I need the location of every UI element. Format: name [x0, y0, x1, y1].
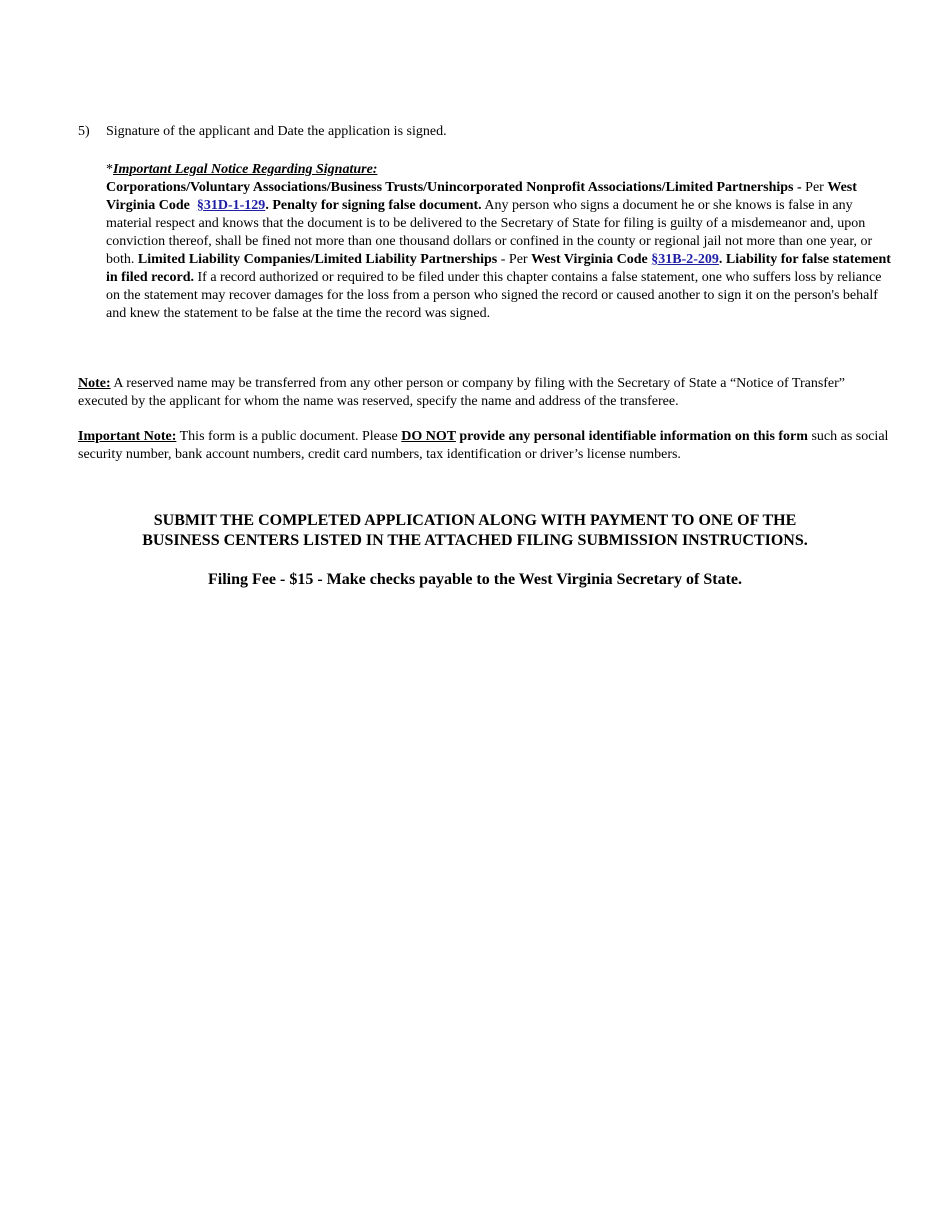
item-number: 5): [78, 124, 90, 139]
code-link-31d-1-129[interactable]: §31D-1-129: [196, 198, 266, 213]
liability-text: If a record authorized or required to be filed under this chapter contains a false statement, one who suffers loss by reliance on the statement may recover damages for the loss from a person who signed the record or caused another to sign it on the person's behalf and knew the statement to be false at the time the record was signed.: [106, 270, 882, 321]
do-not-text: DO NOT: [401, 429, 456, 444]
asterisk: *: [106, 162, 113, 177]
important-note-text-1: This form is a public document. Please: [176, 429, 402, 444]
legal-notice-heading: Important Legal Notice Regarding Signature:: [113, 162, 378, 177]
item-text: Signature of the applicant and Date the application is signed.: [106, 124, 447, 139]
legal-notice: [106, 161, 896, 323]
legal-notice-body: [106, 179, 896, 323]
filing-fee: Filing Fee - $15 - Make checks payable to the West Virginia Secretary of State.: [208, 571, 742, 588]
note-text: A reserved name may be transferred from any other person or company by filing with the Secretary of State a “Notice of Transfer” executed by the applicant for whom the name was reserved, specify the name and address of the transferee.: [78, 376, 846, 409]
liability-title: . Liability for false statement in filed record.: [106, 252, 891, 285]
important-note-text-2: such as social security number, bank account numbers, credit card numbers, tax identification or driver’s license numbers.: [78, 429, 889, 462]
important-note-bold-text: provide any personal identifiable information on this form: [455, 429, 808, 444]
important-note-label: Important Note:: [78, 429, 177, 444]
code-label-2: West Virginia Code: [531, 252, 648, 267]
entities-llc: Limited Liability Companies/Limited Liability Partnerships: [137, 252, 498, 267]
submit-line-1: SUBMIT THE COMPLETED APPLICATION ALONG WITH PAYMENT TO ONE OF THE: [153, 512, 797, 529]
per-text-1: Per: [801, 180, 828, 195]
penalty-text: Any person who signs a document he or she knows is false in any material respect and knows that the document is to be delivered to the Secretary of State for filing is guilty of a misdemeanor and, upon conviction thereof, shall be fined not more than one thousand dollars or confined in the county or regional jail not more than one year, or both.: [106, 198, 873, 267]
code-label-1: West Virginia Code: [106, 180, 857, 213]
entities-corporations: Corporations/Voluntary Associations/Business Trusts/Unincorporated Nonprofit Associations/Limited Partnerships -: [106, 180, 802, 195]
per-text-2: - Per: [497, 252, 532, 267]
item-5-signature: [78, 123, 898, 141]
note-label: Note:: [78, 376, 111, 391]
note-paragraph: [78, 375, 898, 411]
penalty-title: . Penalty for signing false document.: [265, 198, 482, 213]
submit-line-2: BUSINESS CENTERS LISTED IN THE ATTACHED FILING SUBMISSION INSTRUCTIONS.: [142, 532, 808, 549]
submit-instructions: [0, 511, 950, 551]
important-note-paragraph: [78, 428, 908, 464]
legal-notice-heading-line: [106, 161, 896, 179]
code-link-31b-2-209[interactable]: §31B-2-209: [651, 252, 719, 267]
